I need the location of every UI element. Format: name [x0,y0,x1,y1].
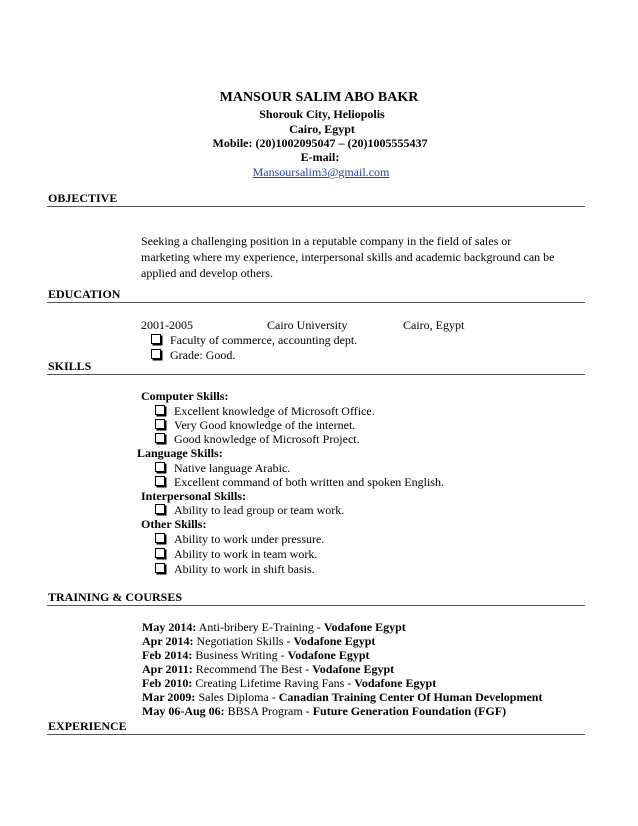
checkbox-bullet-icon [151,349,161,359]
checkbox-bullet-icon [155,548,165,558]
email-label: E-mail: [300,150,340,164]
skill-group-title: Computer Skills: [141,389,229,403]
checkbox-bullet-icon [155,419,165,429]
education-years: 2001-2005 [141,318,193,332]
training-heading: TRAINING & COURSES [48,590,183,604]
training-item: May 06-Aug 06: BBSA Program - Future Generation Foundation (FGF) [142,704,507,718]
objective-line: marketing where my experience, interpersonal skills and academic background can be [141,250,555,264]
list-item: Excellent knowledge of Microsoft Office. [155,404,375,419]
training-item: Mar 2009: Sales Diploma - Canadian Training Center Of Human Development [142,690,543,704]
experience-heading: EXPERIENCE [48,719,127,733]
training-item: Feb 2010: Creating Lifetime Raving Fans - Vodafone Egypt [142,676,437,690]
skill-group-title: Language Skills: [137,446,223,460]
list-item: Faculty of commerce, accounting dept. [151,333,357,348]
section-divider [47,374,585,375]
address-line-1: Shorouk City, Heliopolis [259,107,385,121]
checkbox-bullet-icon [155,563,165,573]
list-item: Grade: Good. [151,348,235,363]
list-item: Ability to work in shift basis. [155,562,315,577]
checkbox-bullet-icon [155,533,165,543]
list-item: Excellent command of both written and spoken English. [155,475,444,490]
list-item: Ability to work in team work. [155,547,317,562]
checkbox-bullet-icon [151,334,161,344]
list-item: Ability to work under pressure. [155,532,324,547]
applicant-name: MANSOUR SALIM ABO BAKR [219,90,419,105]
list-item: Very Good knowledge of the internet. [155,418,355,433]
address-line-2: Cairo, Egypt [289,122,355,136]
education-heading: EDUCATION [48,287,121,301]
education-location: Cairo, Egypt [403,318,465,332]
email-link[interactable]: Mansoursalim3@gmail.com [252,165,390,179]
section-divider [47,206,585,207]
training-item: May 2014: Anti-bribery E-Training - Vodafone Egypt [142,620,406,634]
checkbox-bullet-icon [155,462,165,472]
objective-text [141,233,581,281]
training-item: Apr 2011: Recommend The Best - Vodafone Egypt [142,662,395,676]
checkbox-bullet-icon [155,433,165,443]
skills-heading: SKILLS [48,359,92,373]
training-item: Apr 2014: Negotiation Skills - Vodafone Egypt [142,634,376,648]
list-item: Ability to lead group or team work. [155,503,344,518]
list-item: Good knowledge of Microsoft Project. [155,432,360,447]
objective-line: Seeking a challenging position in a reputable company in the field of sales or [141,234,512,248]
objective-line: applied and develop others. [141,266,273,280]
training-item: Feb 2014: Business Writing - Vodafone Egypt [142,648,370,662]
list-item: Native language Arabic. [155,461,290,476]
checkbox-bullet-icon [155,405,165,415]
section-divider [47,302,585,303]
section-divider [47,734,585,735]
education-university: Cairo University [267,318,348,332]
mobile-numbers: Mobile: (20)1002095047 – (20)1005555437 [212,136,428,150]
checkbox-bullet-icon [155,476,165,486]
skill-group-title: Interpersonal Skills: [141,489,247,503]
section-divider [47,605,585,606]
checkbox-bullet-icon [155,504,165,514]
skill-group-title: Other Skills: [141,517,207,531]
objective-heading: OBJECTIVE [48,191,118,205]
